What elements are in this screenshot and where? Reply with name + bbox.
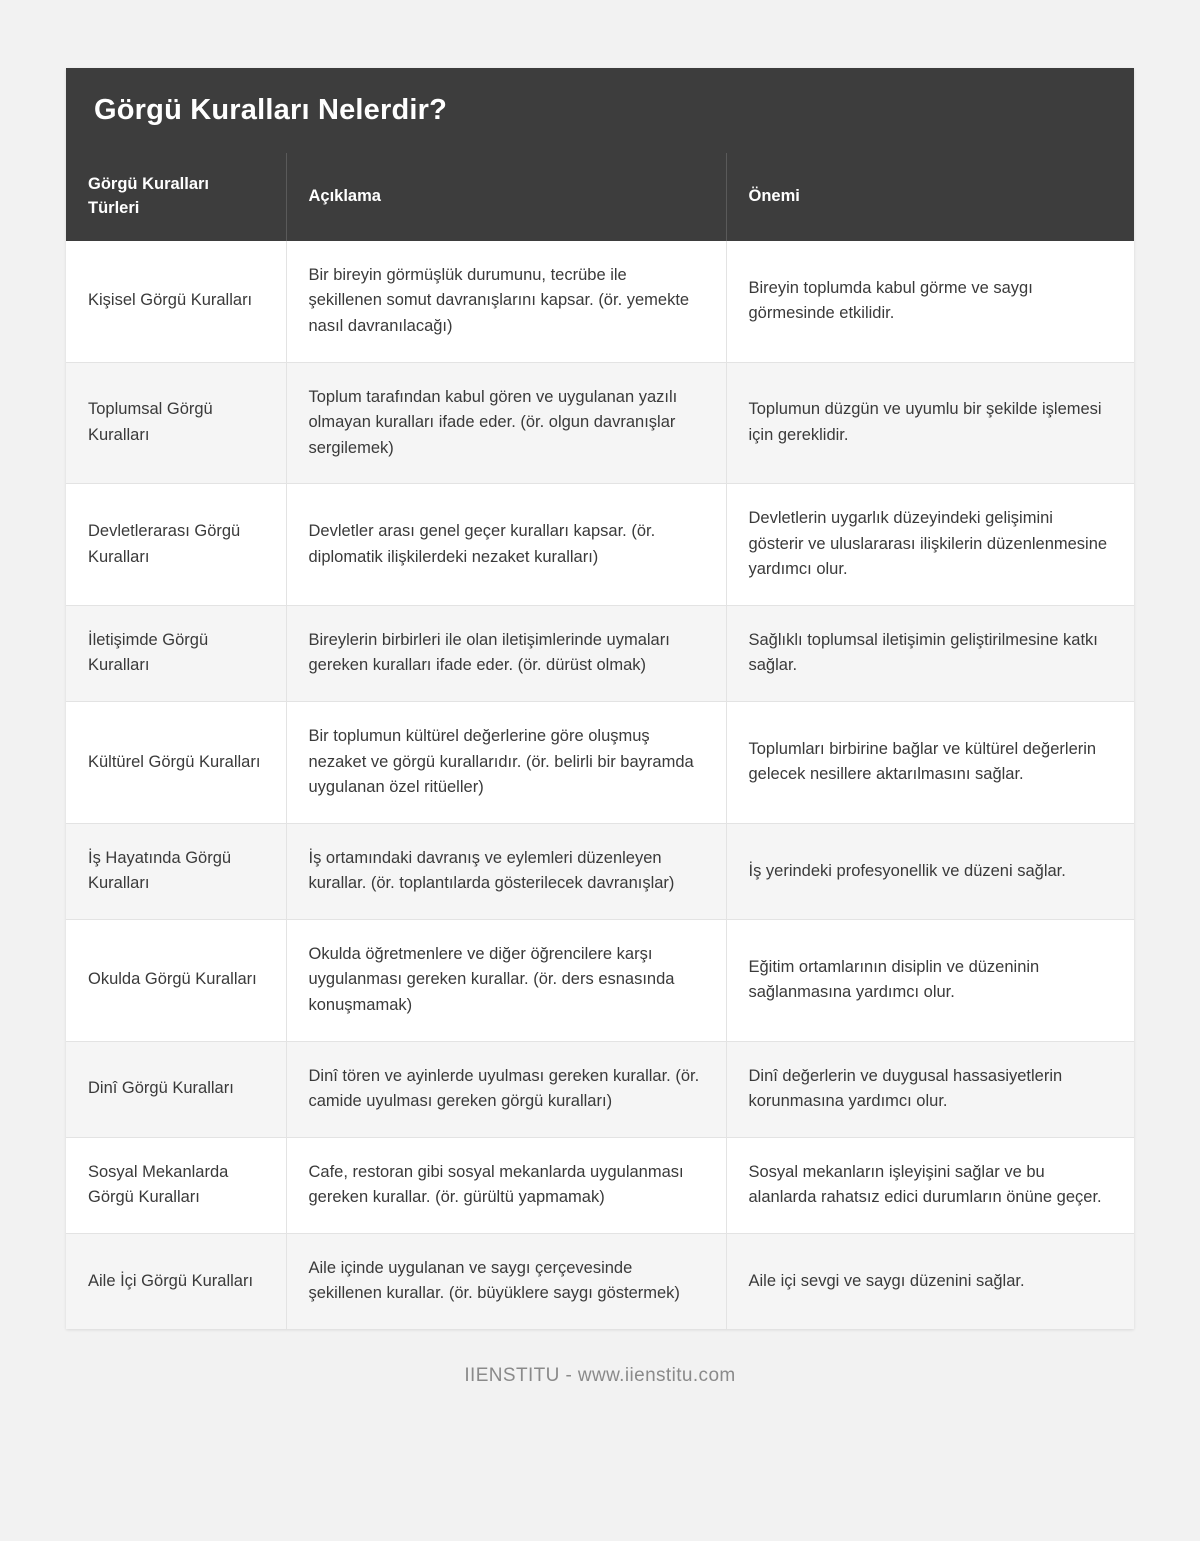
cell-description: Cafe, restoran gibi sosyal mekanlarda uygulanması gereken kurallar. (ör. gürültü yapmamak) — [286, 1137, 726, 1233]
cell-importance: İş yerindeki profesyonellik ve düzeni sağlar. — [726, 823, 1134, 919]
cell-importance: Devletlerin uygarlık düzeyindeki gelişimini gösterir ve uluslararası ilişkilerin düzenlenmesine yardımcı olur. — [726, 484, 1134, 606]
cell-description: Bir toplumun kültürel değerlerine göre oluşmuş nezaket ve görgü kurallarıdır. (ör. belirli bir bayramda uygulanan özel ritüeller) — [286, 702, 726, 824]
table-row — [66, 362, 1134, 484]
column-header-type: Görgü Kuralları Türleri — [66, 153, 286, 241]
column-header-importance: Önemi — [726, 153, 1134, 241]
cell-type: Okulda Görgü Kuralları — [66, 919, 286, 1041]
table-row — [66, 702, 1134, 824]
cell-importance: Sağlıklı toplumsal iletişimin geliştirilmesine katkı sağlar. — [726, 605, 1134, 701]
etiquette-rules-table — [66, 153, 1134, 1329]
table-row — [66, 823, 1134, 919]
cell-importance: Bireyin toplumda kabul görme ve saygı görmesinde etkilidir. — [726, 241, 1134, 362]
cell-description: Dinî tören ve ayinlerde uyulması gereken kurallar. (ör. camide uyulması gereken görgü kuralları) — [286, 1041, 726, 1137]
table-header — [66, 153, 1134, 241]
table-row — [66, 241, 1134, 362]
table-body — [66, 241, 1134, 1329]
cell-importance: Eğitim ortamlarının disiplin ve düzeninin sağlanmasına yardımcı olur. — [726, 919, 1134, 1041]
cell-type: Dinî Görgü Kuralları — [66, 1041, 286, 1137]
cell-importance: Sosyal mekanların işleyişini sağlar ve bu alanlarda rahatsız edici durumların önüne geçer. — [726, 1137, 1134, 1233]
page-title: Görgü Kuralları Nelerdir? — [66, 68, 1134, 153]
cell-description: Bir bireyin görmüşlük durumunu, tecrübe ile şekillenen somut davranışlarını kapsar. (ör. yemekte nasıl davranılacağı) — [286, 241, 726, 362]
cell-type: Aile İçi Görgü Kuralları — [66, 1233, 286, 1329]
cell-type: Toplumsal Görgü Kuralları — [66, 362, 286, 484]
table-row — [66, 1041, 1134, 1137]
cell-type: Kişisel Görgü Kuralları — [66, 241, 286, 362]
info-table-card — [66, 68, 1134, 1329]
cell-importance: Dinî değerlerin ve duygusal hassasiyetlerin korunmasına yardımcı olur. — [726, 1041, 1134, 1137]
table-row — [66, 919, 1134, 1041]
cell-type: Kültürel Görgü Kuralları — [66, 702, 286, 824]
cell-description: Toplum tarafından kabul gören ve uygulanan yazılı olmayan kuralları ifade eder. (ör. olgun davranışlar sergilemek) — [286, 362, 726, 484]
table-row — [66, 1137, 1134, 1233]
cell-description: Aile içinde uygulanan ve saygı çerçevesinde şekillenen kurallar. (ör. büyüklere saygı göstermek) — [286, 1233, 726, 1329]
cell-description: Okulda öğretmenlere ve diğer öğrencilere karşı uygulanması gereken kurallar. (ör. ders esnasında konuşmamak) — [286, 919, 726, 1041]
cell-importance: Toplumları birbirine bağlar ve kültürel değerlerin gelecek nesillere aktarılmasını sağlar. — [726, 702, 1134, 824]
cell-type: Sosyal Mekanlarda Görgü Kuralları — [66, 1137, 286, 1233]
footer-attribution: IIENSTITU - www.iienstitu.com — [464, 1364, 736, 1386]
cell-description: Bireylerin birbirleri ile olan iletişimlerinde uymaları gereken kuralları ifade eder. (ör. dürüst olmak) — [286, 605, 726, 701]
cell-type: İş Hayatında Görgü Kuralları — [66, 823, 286, 919]
table-row — [66, 605, 1134, 701]
cell-importance: Toplumun düzgün ve uyumlu bir şekilde işlemesi için gereklidir. — [726, 362, 1134, 484]
cell-description: İş ortamındaki davranış ve eylemleri düzenleyen kurallar. (ör. toplantılarda gösterilecek davranışlar) — [286, 823, 726, 919]
cell-importance: Aile içi sevgi ve saygı düzenini sağlar. — [726, 1233, 1134, 1329]
column-header-description: Açıklama — [286, 153, 726, 241]
table-row — [66, 484, 1134, 606]
cell-description: Devletler arası genel geçer kuralları kapsar. (ör. diplomatik ilişkilerdeki nezaket kuralları) — [286, 484, 726, 606]
cell-type: Devletlerarası Görgü Kuralları — [66, 484, 286, 606]
table-header-row — [66, 153, 1134, 241]
table-row — [66, 1233, 1134, 1329]
cell-type: İletişimde Görgü Kuralları — [66, 605, 286, 701]
